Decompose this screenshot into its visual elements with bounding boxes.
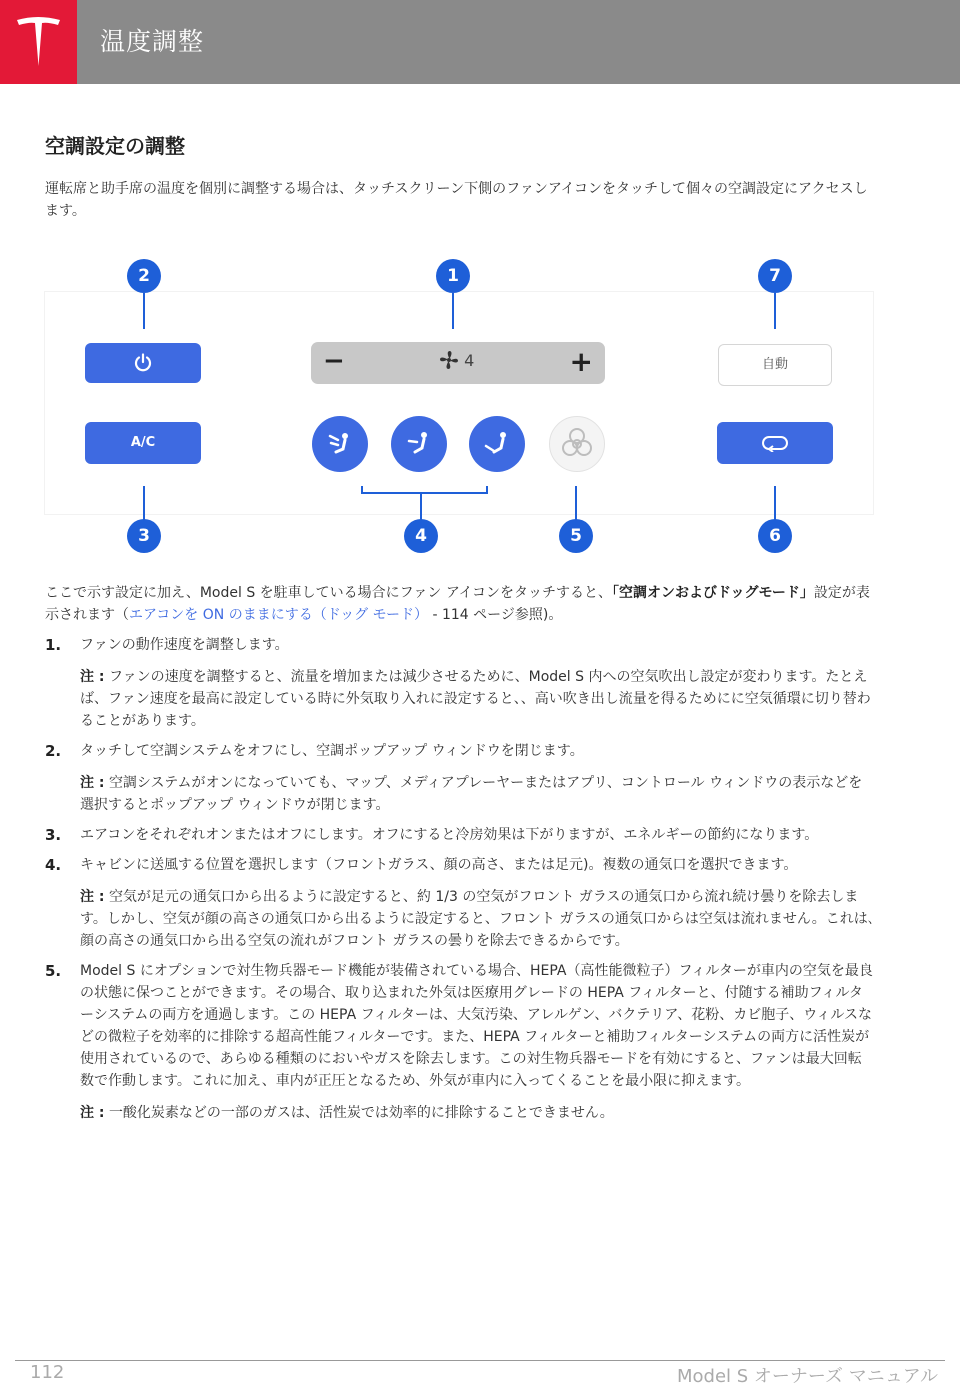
list-item: 2. タッチして空調システムをオフにし、空調ポップアップ ウィンドウを閉じます。 [45,742,584,760]
note: 注 : 空調システムがオンになっていても、マップ、メディアプレーヤーまたはアプリ、コントロール ウィンドウの表示などを選択するとポップアップ ウィンドウが閉じます。 [80,775,863,813]
footer-title: Model S オーナーズ マニュアル [676,1366,938,1387]
intro-paragraph: 運転席と助手席の温度を個別に調整する場合は、タッチスクリーン下側のファンアイコンをタッチして個々の空調設定にアクセスします。 [45,181,868,219]
footer-divider [15,1360,945,1361]
ac-button[interactable]: A/C [85,422,201,464]
biohazard-icon [550,417,604,471]
body-text [45,582,875,1124]
callout-6: 6 [758,519,792,553]
airflow-feet-icon [469,416,525,472]
fan-speed-value: 4 [464,351,475,370]
tesla-logo-icon [15,16,62,68]
airflow-face-icon [391,416,447,472]
fan-increase-button[interactable]: + [569,345,593,378]
note: 注 : 一酸化炭素などの一部のガスは、活性炭では効率的に排除することできません。 [80,1105,614,1121]
callout-5: 5 [559,519,593,553]
callout-6-leader [774,486,776,522]
fan-speed-control [311,342,605,384]
climate-panel [45,292,873,514]
recirculate-icon [762,434,788,452]
section-title: 空調設定の調整 [45,134,185,158]
fan-decrease-button[interactable]: − [323,346,345,376]
list-item: 1. ファンの動作速度を調整します。 [45,636,289,654]
callout-3: 3 [127,519,161,553]
callout-4-bracket [361,492,488,494]
tesla-logo [0,0,77,84]
dog-mode-paragraph: ここで示す設定に加え、Model S を駐車している場合にファン アイコンをタッチすると、「空調オンおよびドッグモード」設定が表示されます（エアコンを ON のままにする（ドッグ モード） - 114 ページ参照)。 [45,585,870,623]
airflow-feet-button[interactable] [469,416,525,472]
page-header [0,0,960,84]
bioweapon-defense-button[interactable] [549,416,605,472]
page-number: 112 [30,1362,65,1383]
note: 注 : 空気が足元の通気口から出るように設定すると、約 1/3 の空気がフロント ガラスの通気口から流れ続け曇りを除去します。しかし、空気が顔の高さの通気口から出るように設定すると、フロント ガラスの通気口からは空気は流れません。これは､顔の高さの通気口から出る空気の流れがフロント ガラスの曇りを除去できるからです。 [80,889,875,949]
callout-1-leader [452,293,454,329]
airflow-windshield-button[interactable] [312,416,368,472]
fan-icon [439,350,459,370]
callout-1: 1 [436,259,470,293]
note: 注 : ファンの速度を調整すると、流量を増加または減少させるために、Model S 内への空気吹出し設定が変わります。たとえば、ファン速度を最高に設定している時に外気取り入れに設定すると、、高い吹き出し流量を得るためにに空気循環に切り替わることがあります。 [80,669,871,729]
callout-5-leader [575,486,577,522]
header-title: 温度調整 [100,27,205,56]
callout-7: 7 [758,259,792,293]
power-icon [133,353,153,373]
list-item: 3. エアコンをそれぞれオンまたはオフにします。オフにすると冷房効果は下がりますが、エネルギーの節約になります。 [45,826,819,844]
list-item: 5. Model S にオプションで対生物兵器モード機能が装備されている場合、HEPA（高性能微粒子）フィルターが車内の空気を最良の状態に保つことができます。その場合、取り込まれた外気は医療用グレードの HEPA フィルターと、付随する補助フィルターシステムの両方を通過します。この HEPA フィルターは、大気汚染、アレルゲン、バクテリア、花粉、カビ胞子、ウィルスなどの微粒子を効率的に排除する超高性能フィルターです。また、HEPA フィルターと補助フィルターシステムの両方に活性炭が使用されているので、あらゆる種類のにおいやガスを除去します。この対生物兵器モードを有効にすると、ファンは最大回転数で作動します。これに加え、車内が正圧となるため、外気が車内に入ってくることを最小限に抑えます。 [45,962,873,1089]
callout-2-leader [143,293,145,329]
callout-4-leader [420,492,422,520]
airflow-windshield-icon [312,416,368,472]
callout-4: 4 [404,519,438,553]
list-item: 4. キャビンに送風する位置を選択します（フロントガラス、顔の高さ、または足元)。複数の通気口を選択できます。 [45,856,798,874]
callout-7-leader [774,293,776,329]
airflow-face-button[interactable] [391,416,447,472]
auto-button[interactable]: 自動 [718,344,832,386]
fan-speed-display [439,350,474,370]
dog-mode-link[interactable]: エアコンを ON のままにする（ドッグ モード） [129,607,429,623]
callout-3-leader [143,486,145,522]
power-button[interactable] [85,343,201,383]
recirculate-button[interactable] [717,422,833,464]
climate-controls-figure [45,250,873,560]
callout-2: 2 [127,259,161,293]
